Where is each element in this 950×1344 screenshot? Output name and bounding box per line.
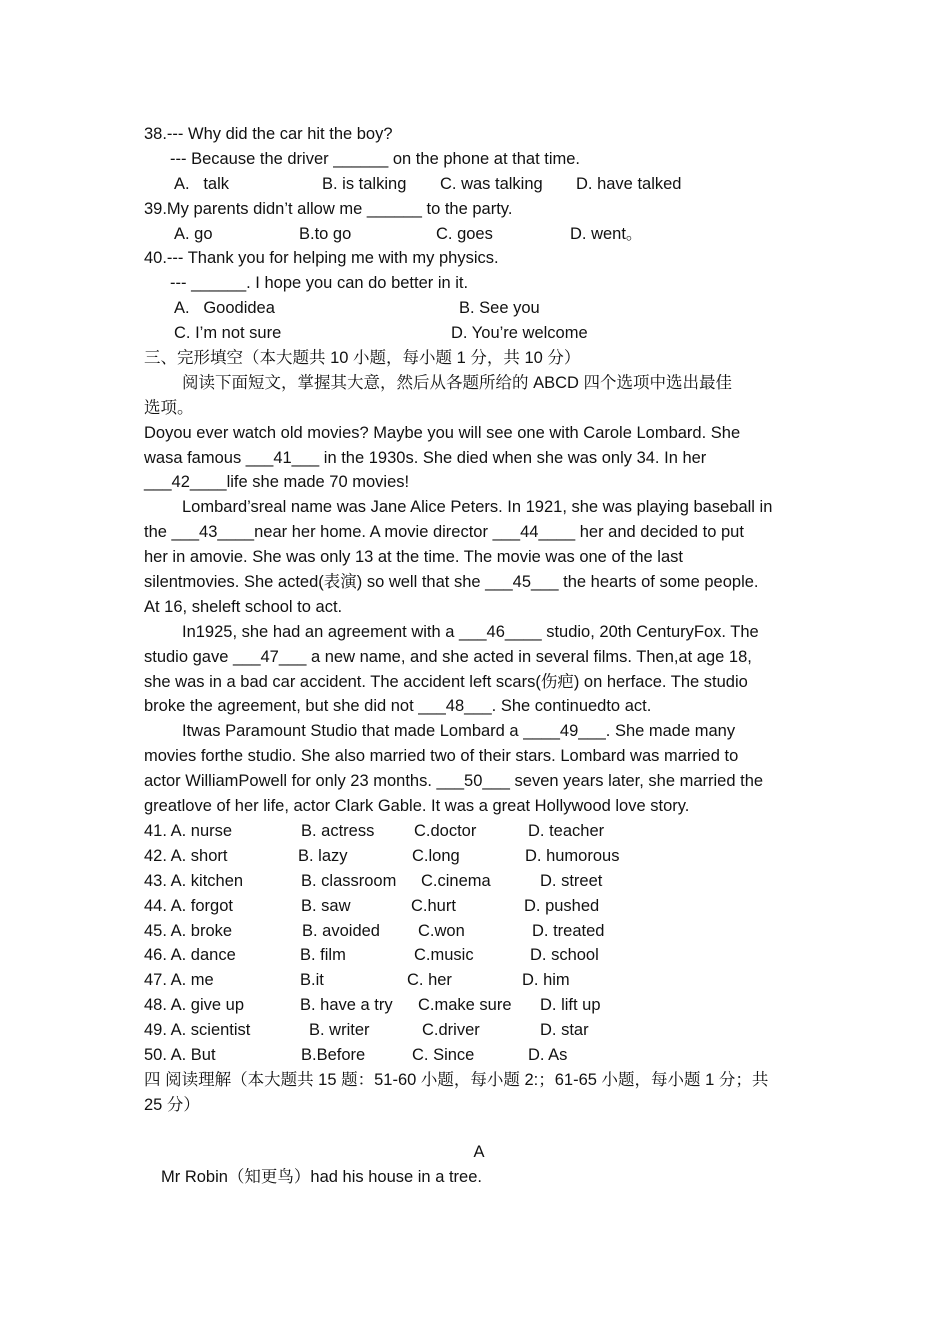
- option-42-a: 42. A. short: [144, 846, 228, 865]
- option-44-c: C.hurt: [411, 896, 456, 915]
- cloze-option-row-50: [144, 1043, 814, 1068]
- cloze-text-line: greatlove of her life, actor Clark Gable. It was a great Hollywood love story.: [144, 797, 690, 816]
- cloze-text-line: studio gave ___47___ a new name, and she acted in several films. Then,at age 18,: [144, 647, 752, 666]
- option-47-c: C. her: [407, 971, 452, 990]
- option-41-c: C.doctor: [414, 821, 477, 840]
- cloze-text-line: In1925, she had an agreement with a ___46____ studio, 20th CenturyFox. The: [182, 622, 759, 641]
- cloze-text-line: the ___43____near her home. A movie director ___44____ her and decided to put: [144, 523, 744, 542]
- option-47-d: D. him: [522, 971, 570, 990]
- option-44-b: B. saw: [301, 896, 351, 915]
- cloze-instruction: 阅读下面短文，掌握其大意，然后从各题所给的 ABCD 四个选项中选出最佳: [182, 373, 733, 392]
- option-43-c: C.cinema: [421, 871, 491, 890]
- option-48-b: B. have a try: [300, 996, 393, 1015]
- reading-heading: 四 阅读理解（本大题共 15 题：51-60 小题，每小题 2:；61-65 小题，每小题 1 分；共: [144, 1070, 769, 1089]
- cloze-heading: 三、完形填空（本大题共 10 小题，每小题 1 分，共 10 分）: [144, 349, 581, 368]
- passage-label: A: [473, 1142, 485, 1161]
- question-39-options: [144, 222, 814, 247]
- option-44-d: D. pushed: [524, 896, 600, 915]
- cloze-text-line: actor WilliamPowell for only 23 months. ___50___ seven years later, she married the: [144, 772, 764, 791]
- option-50-d: D. As: [528, 1045, 568, 1064]
- option-44-a: 44. A. forgot: [144, 896, 233, 915]
- option-42-c: C.long: [412, 846, 460, 865]
- option-48-c: C.make sure: [418, 996, 512, 1015]
- option-41-a: 41. A. nurse: [144, 821, 233, 840]
- option-46-c: C.music: [414, 946, 474, 965]
- cloze-text-line: ___42____life she made 70 movies!: [144, 473, 410, 492]
- cloze-text-line: she was in a bad car accident. The accident left scars(伤疤) on herface. The studio: [144, 672, 748, 691]
- option-39-a: A. go: [174, 224, 213, 243]
- option-50-b: B.Before: [301, 1045, 366, 1064]
- option-39-d: D. went。: [570, 224, 643, 243]
- option-40-b: B. See you: [459, 299, 540, 318]
- option-50-c: C. Since: [412, 1045, 475, 1064]
- option-45-c: C.won: [418, 921, 465, 940]
- option-48-a: 48. A. give up: [144, 996, 244, 1015]
- option-39-c: C. goes: [436, 224, 493, 243]
- option-46-a: 46. A. dance: [144, 946, 236, 965]
- cloze-text-line: At 16, sheleft school to act.: [144, 597, 343, 616]
- page-content: [144, 122, 814, 1189]
- option-46-d: D. school: [530, 946, 599, 965]
- option-38-b: B. is talking: [322, 174, 407, 193]
- question-40-reply: --- ______. I hope you can do better in it.: [170, 274, 469, 293]
- cloze-option-row-46: [144, 943, 814, 968]
- option-49-d: D. star: [540, 1021, 589, 1040]
- option-40-a: A. Goodidea: [174, 299, 275, 318]
- option-38-c: C. was talking: [440, 174, 543, 193]
- option-39-b: B.to go: [299, 224, 352, 243]
- option-38-d: D. have talked: [576, 174, 682, 193]
- question-39-stem: 39.My parents didn’t allow me ______ to the party.: [144, 199, 513, 218]
- question-38-stem: 38.--- Why did the car hit the boy?: [144, 125, 393, 143]
- cloze-text-line: Itwas Paramount Studio that made Lombard a ____49___. She made many: [182, 722, 736, 741]
- option-41-b: B. actress: [301, 821, 375, 840]
- cloze-option-row-49: [144, 1018, 814, 1043]
- option-38-a: A. talk: [174, 174, 230, 193]
- option-41-d: D. teacher: [528, 821, 605, 840]
- cloze-text-line: Doyou ever watch old movies? Maybe you will see one with Carole Lombard. She: [144, 423, 741, 442]
- cloze-text-line: broke the agreement, but she did not ___48___. She continuedto act.: [144, 697, 652, 716]
- question-40-options-row2: [144, 321, 814, 346]
- option-43-a: 43. A. kitchen: [144, 871, 244, 890]
- option-45-a: 45. A. broke: [144, 921, 233, 940]
- cloze-text-line: movies forthe studio. She also married two of their stars. Lombard was married to: [144, 747, 739, 766]
- option-45-b: B. avoided: [302, 921, 380, 940]
- cloze-option-row-44: [144, 894, 814, 919]
- option-45-d: D. treated: [532, 921, 605, 940]
- option-50-a: 50. A. But: [144, 1045, 216, 1064]
- cloze-option-row-42: [144, 844, 814, 869]
- cloze-text-line: silentmovies. She acted(表演) so well that she ___45___ the hearts of some people.: [144, 573, 759, 592]
- question-40-options-row1: [144, 296, 814, 321]
- option-42-b: B. lazy: [298, 846, 348, 865]
- option-40-c: C. I’m not sure: [174, 324, 282, 343]
- cloze-option-row-48: [144, 993, 814, 1018]
- option-40-d: D. You’re welcome: [451, 324, 588, 343]
- question-38-reply: --- Because the driver ______ on the phone at that time.: [170, 149, 581, 168]
- option-48-d: D. lift up: [540, 996, 601, 1015]
- option-43-d: D. street: [540, 871, 603, 890]
- option-47-b: B.it: [300, 971, 324, 990]
- cloze-option-row-47: [144, 968, 814, 993]
- question-38-options: [144, 172, 814, 197]
- option-42-d: D. humorous: [525, 846, 620, 865]
- question-40-stem: 40.--- Thank you for helping me with my physics.: [144, 249, 499, 268]
- cloze-option-row-43: [144, 869, 814, 894]
- cloze-text-line: her in amovie. She was only 13 at the time. The movie was one of the last: [144, 548, 683, 567]
- option-49-a: 49. A. scientist: [144, 1021, 251, 1040]
- reading-heading-cont: 25 分）: [144, 1095, 200, 1114]
- option-46-b: B. film: [300, 946, 346, 965]
- cloze-instruction-cont: 选项。: [144, 398, 194, 417]
- option-47-a: 47. A. me: [144, 971, 214, 990]
- cloze-text-line: wasa famous ___41___ in the 1930s. She died when she was only 34. In her: [144, 448, 707, 467]
- section-spacer: [144, 1118, 814, 1140]
- cloze-option-row-45: [144, 919, 814, 944]
- option-49-c: C.driver: [422, 1021, 480, 1040]
- passage-first-line: Mr Robin（知更鸟）had his house in a tree.: [161, 1167, 482, 1186]
- option-43-b: B. classroom: [301, 871, 397, 890]
- cloze-option-row-41: [144, 819, 814, 844]
- cloze-text-line: Lombard’sreal name was Jane Alice Peters. In 1921, she was playing baseball in: [182, 498, 773, 517]
- option-49-b: B. writer: [309, 1021, 370, 1040]
